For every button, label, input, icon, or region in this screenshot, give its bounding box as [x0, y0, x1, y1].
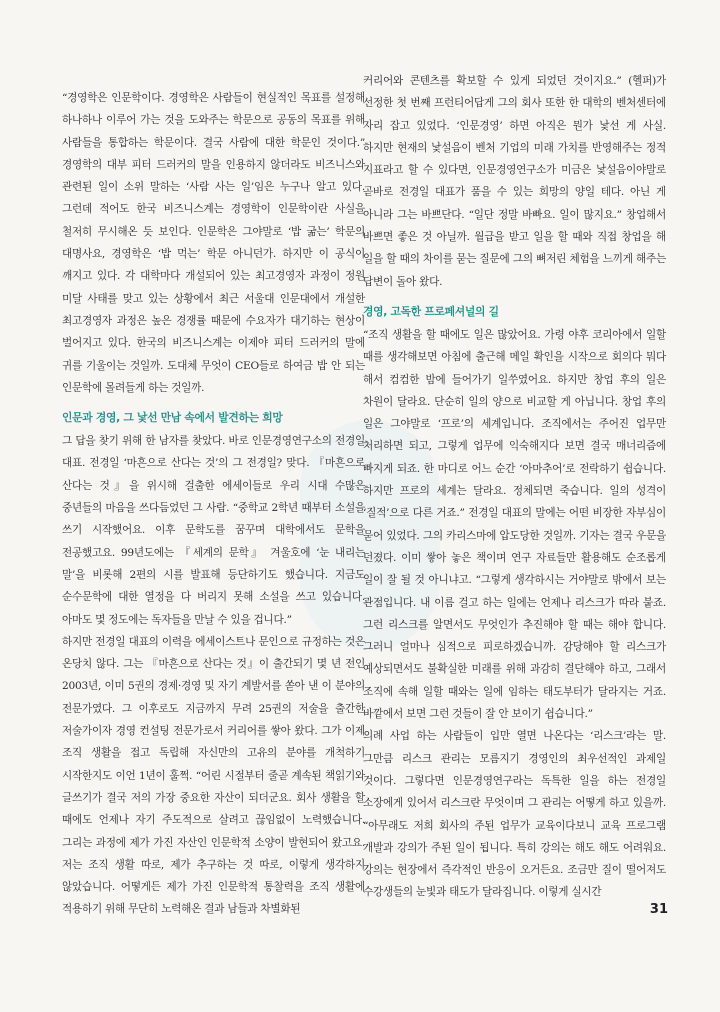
- body-paragraph: 커리어와 콘텐츠를 확보할 수 있게 되었던 것이지요.” (헬퍼)가 선정한 첫 번째 프런티어답게 그의 회사 또한 한 대학의 벤처센터에 자리 잡고 있었다. ‘인문경영’ 하면 아직은 뭔가 낯선 게 사실. 하지만 현재의 낯설음이 벤처 기업의 미래 가치를 반영해주는 정적 지표라고 할 수 있다면, 인문경영연구소가 미금은 낯설음이야말로 곧바로 전경일 대표가 품을 수 있는 희망의 양일 테다. 아닌 게 아니라 그는 바쁘단다. “일단 정말 바빠요. 일이 많지요.” 창업해서 바쁘면 좋은 것 아닐까. 월급을 받고 일을 할 때와 직접 창업을 해 일을 할 때의 차이를 묻는 질문에 그의 뼈저린 체험을 느끼게 해주는 답변이 돌아 왔다.: [363, 75, 666, 288]
- section-heading-2: 경영, 고독한 프로페셔널의 길: [363, 304, 499, 318]
- left-column: [62, 87, 365, 921]
- body-paragraph: “조직 생활을 할 때에도 일은 많았어요. 가령 야후 코리아에서 일할 때를 생각해보면 아침에 출근해 메일 확인을 시작으로 회의다 뭐다 해서 컴컴한 밤에 들어가기 일쑤였어요. 하지만 창업 후의 일은 차원이 달라요. 단순히 일의 양으로 비교할 게 아닙니다. 창업 후의 일은 그야말로 ‘프로’의 세계입니다. 조직에서는 주어진 업무만 처리하면 되고, 그렇게 업무에 익숙해지다 보면 결국 매너리즘에 빠지게 되죠. 한 마디로 어느 순간 ‘아마추어’로 전락하기 쉽습니다. 하지만 프로의 세계는 달라요. 정체되면 죽습니다. 일의 성격이 ‘질적’으로 다른 거죠.” 전경일 대표의 말에는 어떤 비장한 자부심이 묻어 있었다. 그의 카리스마에 압도당한 것일까. 기자는 결국 우문을 던졌다. 이미 쌓아 놓은 책이며 연구 자료들만 활용해도 순조롭게 일이 잘 될 것 아니냐고. “그렇게 생각하시는 거야말로 밖에서 보는 관점입니다. 내 이름 걸고 하는 일에는 언제나 리스크가 따라 붙죠. 그런 리스크를 알면서도 무엇인가 추진해야 할 때는 해야 합니다. 그러니 얼마나 심적으로 피로하겠습니까. 감당해야 할 리스크가 예상되면서도 불확실한 미래를 위해 과감히 결단해야 하고, 그래서 조직에 속해 일할 때와는 일에 임하는 태도부터가 달라지는 거죠. 바깥에서 보면 그런 것들이 잘 안 보이기 쉽습니다.”: [363, 328, 666, 721]
- page-number: 31: [649, 902, 668, 917]
- body-paragraph: 하지만 전경일 대표의 이력을 에세이스트나 문인으로 규정하는 것은 온당치 않다. 그는 『마흔으로 산다는 것』이 출간되기 몇 년 전인 2003년, 이미 5권의 경제·경영 및 자기 계발서를 쏟아 낸 이 분야의 전문가였다. 그 이후로도 지금까지 무려 25권의 저술을 출간한 저술가이자 경영 컨설팅 전문가로서 커리어를 쌓아 왔다. 그가 이제 조직 생활을 접고 독립해 자신만의 고유의 분야를 개척하기 시작한지도 이언 1년이 훌쩍. “어린 시절부터 줄곧 계속된 책읽기와 글쓰기가 결국 저의 가장 중요한 자산이 되더군요. 회사 생활을 할 때에도 언제나 자기 주도적으로 살려고 끊임없이 노력했습니다. 그리는 과정에 제가 가진 자산인 인문학적 소양이 발현되어 왔고요. 저는 조직 생활 따로, 제가 추구하는 것 따로, 이렇게 생각하지 않았습니다. 어떻게든 제가 가진 인문학적 통찰력을 조직 생활에 적용하기 위해 무단히 노력해온 결과 남들과 차별화된: [62, 635, 365, 916]
- intro-paragraph: “경영학은 인문학이다. 경영학은 사람들이 현실적인 목표를 설정해 하나하나 이루어 가는 것을 도와주는 학문으로 공동의 목표를 위해 사람들을 통합하는 학문이다. 결국 사람에 대한 학문인 것이다.” 경영학의 대부 피터 드러커의 말을 인용하지 않더라도 비즈니스와 관련된 일이 소위 말하는 ‘사람 사는 일’임은 누구나 알고 있다. 그런데 적어도 한국 비즈니스계는 경영학이 인문학이란 사실을 철저히 무시해온 듯 보인다. 인문학은 그야말로 ‘밥 굶는’ 학문의 대명사요, 경영학은 ‘밥 먹는’ 학문 아니던가. 하지만 이 공식이 깨지고 있다. 각 대학마다 개설되어 있는 최고경영자 과정이 정원 미달 사태를 맞고 있는 상황에서 최근 서울대 인문대에서 개설한 최고경영자 과정은 높은 경쟁률 때문에 수요자가 대기하는 현상이 벌어지고 있다. 한국의 비즈니스계는 이제야 피터 드러커의 말에 귀를 기울이는 것일까. 도대체 무엇이 CEO들로 하여금 밥 안 되는 인문학에 몰려들게 하는 것일까.: [62, 92, 365, 394]
- right-column: [363, 70, 666, 904]
- body-paragraph: 그 답을 찾기 위해 한 남자를 찾았다. 바로 인문경영연구소의 전경일 대표. 전경일 ‘마흔으로 산다는 것’의 그 전경일? 맞다. 『마흔으로 산다는 것』을 위시해 걸출한 에세이들로 우리 시대 수많은 중년들의 마음을 쓰다듬었던 그 사람. “중학교 2학년 때부터 소설을 쓰기 시작했어요. 이후 문학도를 꿈꾸며 대학에서도 문학을 전공했고요. 99년도에는 『세계의 문학』 겨울호에 ‘눈 내리는 말’을 비롯해 2편의 시를 발표해 등단하기도 했습니다. 지금도 순수문학에 대한 열정을 다 버리지 못해 소설을 쓰고 있습니다. 아마도 몇 정도에는 독자들을 만날 수 있을 겁니다.”: [62, 435, 365, 626]
- body-paragraph: 의례 사업 하는 사람들이 입만 열면 나온다는 ‘리스크’라는 말. 그만큼 리스크 관리는 모름지기 경영인의 최우선적인 과제일 것이다. 그렇다면 인문경영연구라는 독특한 일을 하는 전경일 소장에게 있어서 리스크란 무엇이며 그 관리는 어떻게 하고 있을까. “아무래도 저희 회사의 주된 업무가 교육이다보니 교육 프로그램 개발과 강의가 주된 일이 됩니다. 특히 강의는 해도 해도 어려워요. 강의는 현장에서 즉각적인 반응이 오거든요. 조금만 질이 떨어져도 수강생들의 눈빛과 태도가 달라집니다. 이렇게 실시간: [363, 730, 666, 899]
- section-heading-1: 인문과 경영, 그 낯선 만남 속에서 발견하는 희망: [62, 411, 283, 425]
